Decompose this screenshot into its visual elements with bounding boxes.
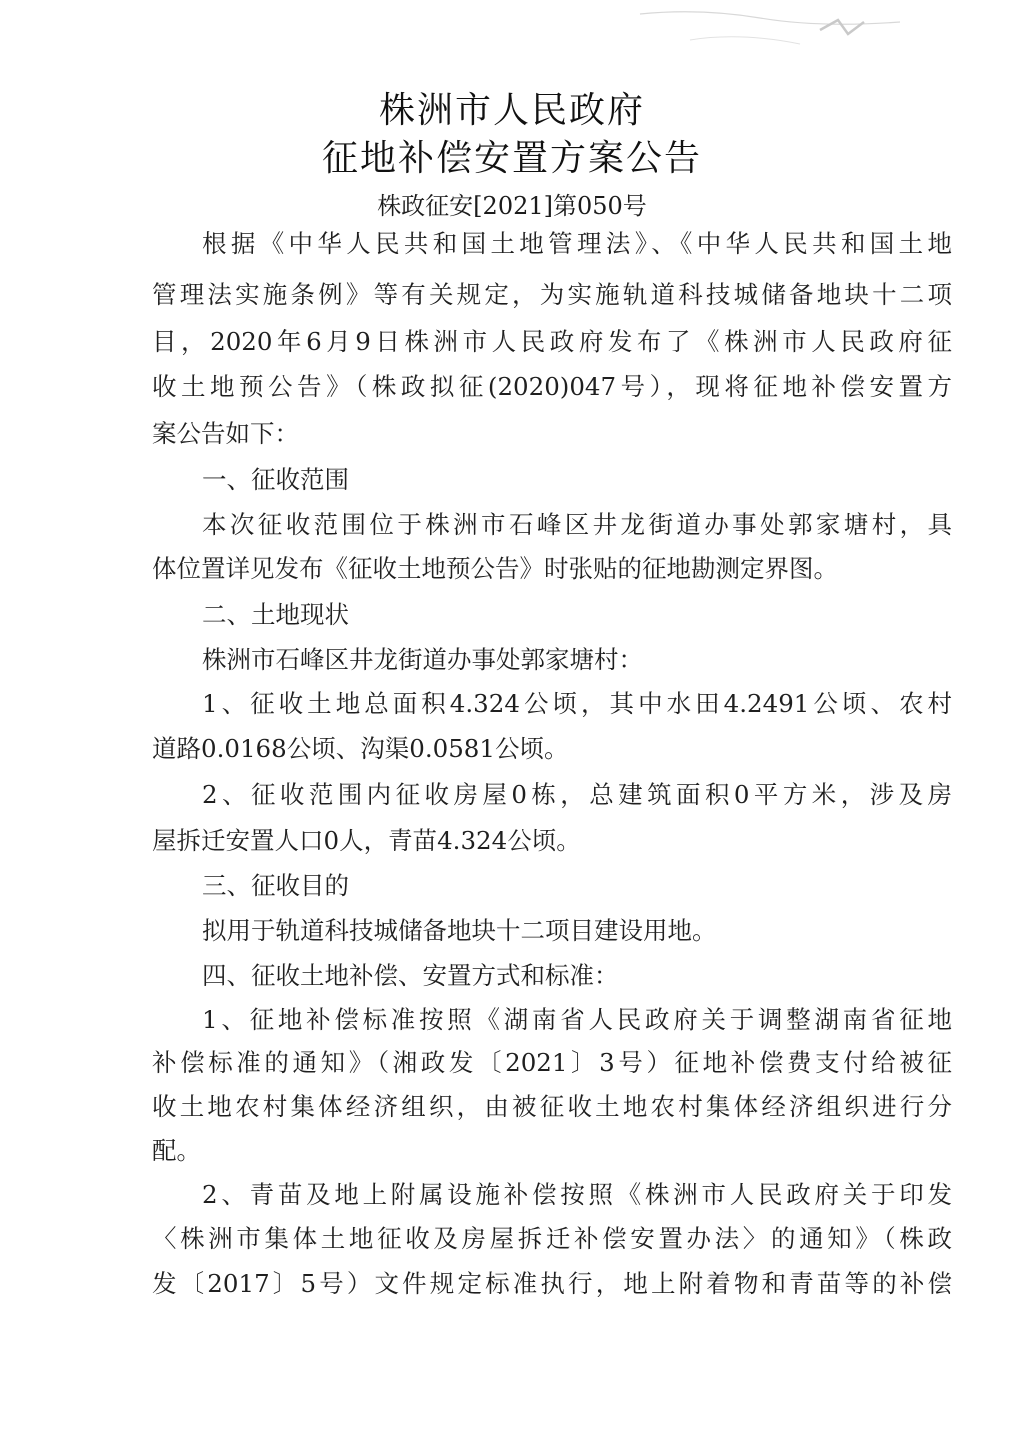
body-line: 管理法实施条例》等有关规定，为实施轨道科技城储备地块十二项: [152, 280, 952, 309]
document-title-line1: 株洲市人民政府: [378, 90, 645, 131]
section-heading: 一、征收范围: [202, 465, 349, 494]
scan-artifact: [0, 0, 1024, 70]
body-line: 拟用于轨道科技城储备地块十二项目建设用地。: [202, 916, 717, 945]
body-line: 道路0.0168公顷、沟渠0.0581公顷。: [152, 734, 569, 763]
body-line: 根据《中华人民共和国土地管理法》、《中华人民共和国土地: [202, 229, 952, 258]
body-line: 补偿标准的通知》（湘政发〔2021〕3号）征地补偿费支付给被征: [152, 1048, 952, 1077]
body-line: 2、征收范围内征收房屋0栋，总建筑面积0平方米，涉及房: [202, 780, 952, 809]
body-line: 案公告如下：: [152, 419, 299, 448]
document-title-line2: 征地补偿安置方案公告: [321, 138, 702, 179]
body-line: 发〔2017〕5号）文件规定标准执行，地上附着物和青苗等的补偿: [152, 1269, 952, 1298]
section-heading: 三、征收目的: [202, 871, 349, 900]
body-line: 本次征收范围位于株洲市石峰区井龙街道办事处郭家塘村，具: [202, 510, 952, 539]
body-line: 2、青苗及地上附属设施补偿按照《株洲市人民政府关于印发: [202, 1180, 952, 1209]
body-line: 屋拆迁安置人口0人，青苗4.324公顷。: [152, 826, 581, 855]
body-line: 株洲市石峰区井龙街道办事处郭家塘村：: [202, 645, 643, 674]
body-line: 1、征地补偿标准按照《湖南省人民政府关于调整湖南省征地: [202, 1005, 952, 1034]
body-line: 配。: [152, 1136, 201, 1165]
body-line: 目，2020年6月9日株洲市人民政府发布了《株洲市人民政府征: [152, 327, 952, 356]
body-line: 1、征收土地总面积4.324公顷，其中水田4.2491公顷、农村: [202, 689, 952, 718]
body-line: 体位置详见发布《征收土地预公告》时张贴的征地勘测定界图。: [152, 554, 838, 583]
body-line: 〈株洲市集体土地征收及房屋拆迁补偿安置办法〉的通知》（株政: [152, 1224, 952, 1253]
document-number: 株政征安[2021]第050号: [377, 192, 647, 220]
section-heading: 四、征收土地补偿、安置方式和标准：: [202, 961, 619, 990]
body-line: 收土地农村集体经济组织，由被征收土地农村集体经济组织进行分: [152, 1092, 952, 1121]
section-heading: 二、土地现状: [202, 600, 349, 629]
body-line: 收土地预公告》（株政拟征(2020)047号），现将征地补偿安置方: [152, 372, 952, 401]
